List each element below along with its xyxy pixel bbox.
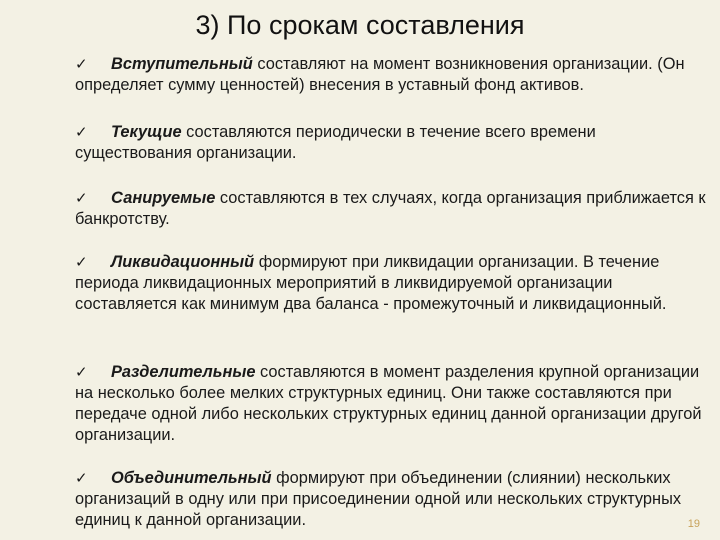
item-text: составляются периодически в течение всего времени существования организации. <box>75 123 596 162</box>
checkmark-icon: ✓ <box>75 189 88 207</box>
item-term: Санируемые <box>111 189 216 207</box>
checkmark-icon: ✓ <box>75 253 88 271</box>
item-term: Текущие <box>111 123 182 141</box>
item-text: составляются в тех случаях, когда организация приближается к банкротству. <box>75 189 706 228</box>
list-item <box>75 252 715 315</box>
list-item <box>75 54 715 96</box>
checkmark-icon: ✓ <box>75 55 88 73</box>
list-item <box>75 468 715 531</box>
page-number: 19 <box>687 518 700 530</box>
item-text: формируют при ликвидации организации. В течение периода ликвидационных мероприятий в ликвидируемой организации составляется как минимум два баланса - промежуточный и ликвидационный. <box>75 253 667 313</box>
item-term: Вступительный <box>111 55 253 73</box>
checkmark-icon: ✓ <box>75 469 88 487</box>
item-term: Разделительные <box>111 363 256 381</box>
checkmark-icon: ✓ <box>75 123 88 141</box>
checkmark-icon: ✓ <box>75 363 88 381</box>
item-text: составляют на момент возникновения организации. (Он определяет сумму ценностей) внесения в уставный фонд активов. <box>75 55 685 94</box>
list-item <box>75 122 715 164</box>
item-term: Ликвидационный <box>111 253 255 271</box>
item-text: составляются в момент разделения крупной организации на несколько более мелких структурных единиц. Они также составляются при передаче одной либо нескольких структурных единиц данной организации другой организации. <box>75 363 702 444</box>
item-text: формируют при объединении (слиянии) нескольких организаций в одну или при присоединении одной или нескольких структурных единиц к данной организации. <box>75 469 682 529</box>
list-item <box>75 188 715 230</box>
slide-title: 3) По срокам составления <box>195 10 525 40</box>
item-term: Объединительный <box>111 469 272 487</box>
list-item <box>75 362 715 446</box>
